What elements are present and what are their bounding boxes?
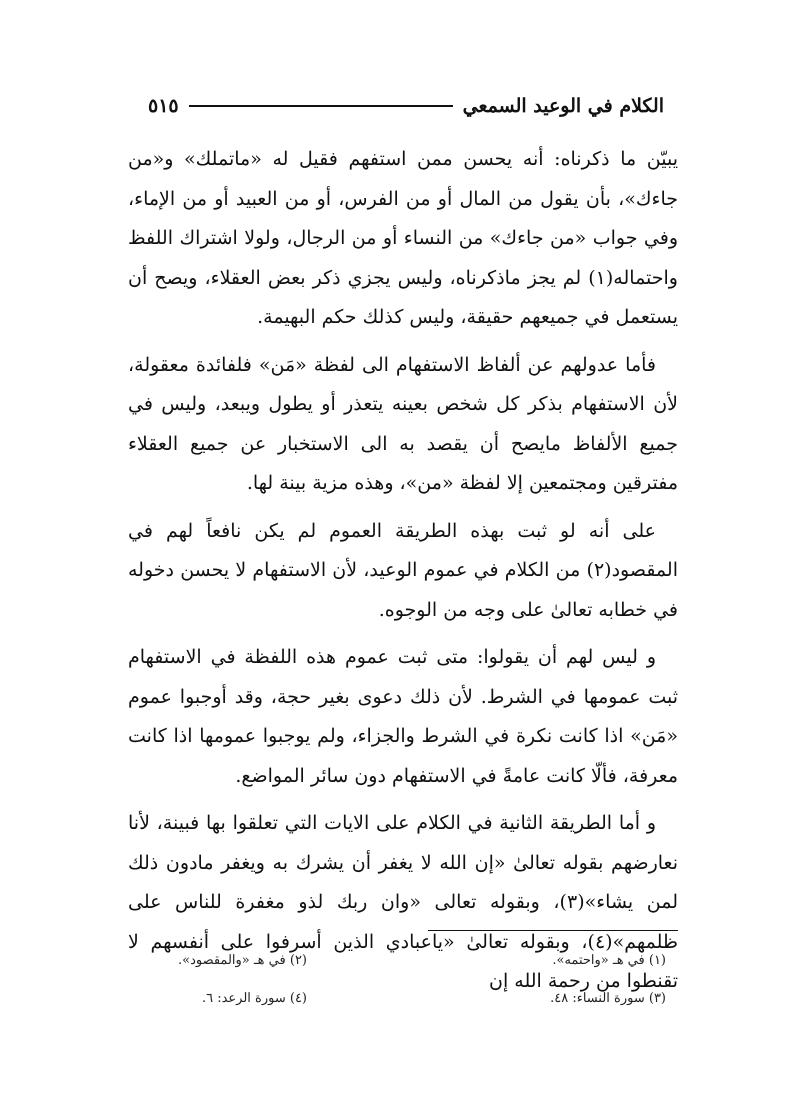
page-number: ٥١٥ — [148, 95, 179, 117]
footnote-separator — [428, 930, 678, 931]
paragraph-3: على أنه لو ثبت بهذه الطريقة العموم لم يكن نافعاً لهم في المقصود(٢) من الكلام في عموم الوعيد، لأن الاستفهام لا يحسن دخوله في خطابه تعالىٰ على وجه من الوجوه. — [128, 519, 678, 621]
footnotes — [128, 950, 678, 1010]
footnote-3: (٣) سورة النساء: ٤٨. — [550, 991, 666, 1006]
paragraph-1: يبيّن ما ذكرناه: أنه يحسن ممن استفهم فقيل له «ماتملك» و«من جاءك»، بأن يقول من المال أو من الفرس، أو من العبيد أو من الإماء، وفي جواب «من جاءك» من النساء أو من الرجال، ولولا اشتراك اللفظ واحتماله(١) لم يجز ماذكرناه، وليس يجزي ذكر بعض العقلاء، ويصح أن يستعمل في جميعهم حقيقة، وليس كذلك حكم البهيمة. — [128, 148, 678, 328]
header-rule — [189, 105, 453, 107]
footnote-2: (٢) في هـ «والمقصود». — [177, 953, 307, 968]
running-title: الكلام في الوعيد السمعي — [462, 95, 664, 117]
paragraph-4: و ليس لهم أن يقولوا: متى ثبت عموم هذه اللفظة في الاستفهام ثبت عمومها في الشرط. لأن ذلك دعوى بغير حجة، وقد أوجبوا عموم «مَن» اذا كانت نكرة في الشرط والجزاء، ولم يوجبوا عمومها اذا كانت معرفة، فألّا كانت عامةً في الاستفهام دون سائر المواضع. — [128, 646, 678, 787]
paragraph-5: و أما الطريقة الثانية في الكلام على الايات التي تعلقوا بها فبينة، لأنا نعارضهم بقوله تعالىٰ «إن الله لا يغفر أن يشرك به ويغفر مادون ذلك لمن يشاء»(٣)، وبقوله تعالى «وان ربك لذو مغفرة للناس على ظلمهم»(٤)، وبقوله تعالىٰ «ياعبادي الذين أسرفوا على أنفسهم لا تقنطوا من رحمة الله إن — [128, 812, 678, 992]
paragraph-2: فأما عدولهم عن ألفاظ الاستفهام الى لفظة «مَن» فلفائدة معقولة، لأن الاستفهام بذكر كل شخص بعينه يتعذر أو يطول ويبعد، وليس في جميع الألفاظ مايصح أن يقصد به الى الاستخبار عن جميع العقلاء مفترقين ومجتمعين إلا لفظة «من»، وهذه مزية بينة لها. — [128, 353, 678, 494]
footnote-1: (١) في هـ «واحتمه». — [552, 953, 666, 968]
running-header — [148, 88, 664, 124]
main-text — [128, 140, 678, 1010]
footnote-4: (٤) سورة الرعد: ٦. — [201, 991, 307, 1006]
